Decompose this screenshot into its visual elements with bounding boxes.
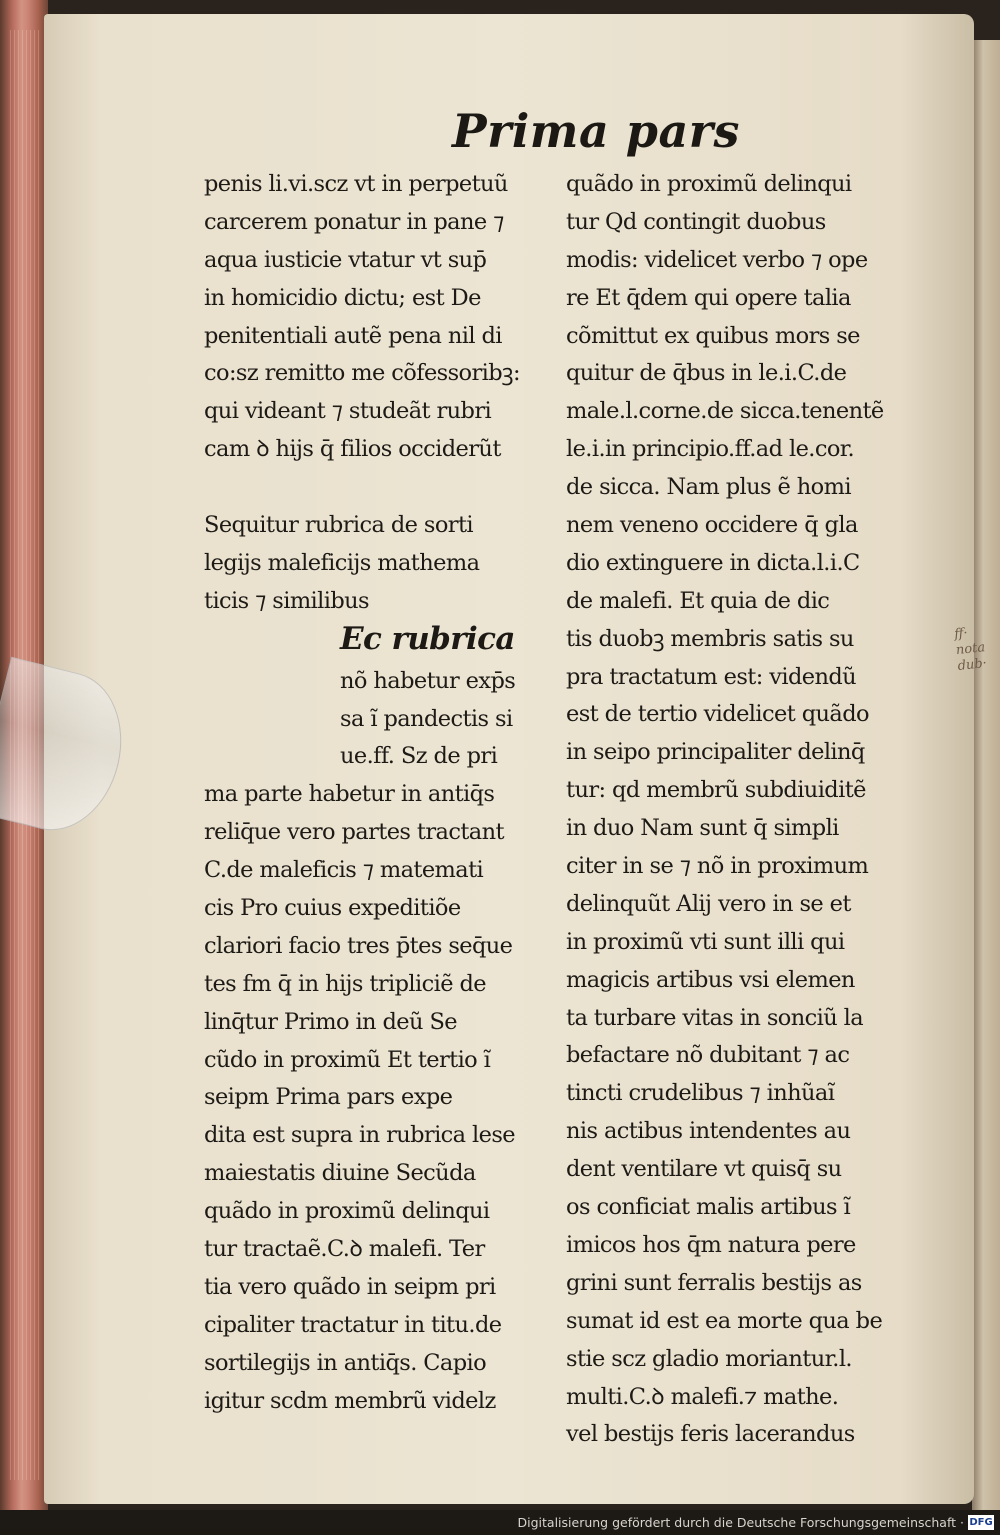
left-text-column [204, 166, 554, 1421]
right-column-line: modis: videlicet verbo ⁊ ope [566, 246, 868, 273]
left-column-line: reliq̄ue vero partes tractant [204, 819, 504, 846]
dfg-logo: DFG [969, 1517, 993, 1528]
left-column-line: tia vero quãdo in seipm pri [204, 1273, 496, 1300]
book-gutter [972, 40, 1000, 1510]
right-column-line: tis duobꝫ membris satis su [566, 625, 854, 652]
left-column-line: Sequitur rubrica de sorti [204, 512, 473, 539]
left-column-line: legijs maleficijs mathema [204, 549, 480, 576]
right-column-line: ta turbare vitas in sonciũ la [566, 1004, 864, 1031]
left-column-line: clariori facio tres p̄tes seq̄ue [204, 932, 513, 959]
left-column-line: sortilegijs in antiq̄s. Capio [204, 1349, 487, 1376]
left-column-line: ma parte habetur in antiq̄s [204, 781, 495, 808]
left-column-line: seipm Prima pars expe [204, 1084, 453, 1111]
left-column-line: penitentiali autẽ pena nil di [204, 322, 502, 349]
right-column-line: nis actibus intendentes au [566, 1118, 851, 1145]
right-column-line: tur: qd membrũ subdiuiditẽ [566, 777, 866, 804]
left-column-line: igitur scdm membrũ videlz [204, 1387, 496, 1414]
right-column-line: pra tractatum est: videndũ [566, 663, 857, 690]
right-column-line: in duo Nam sunt q̄ simpli [566, 815, 839, 842]
left-column-line: cam ꝺ hijs q̄ filios occiderũt [204, 436, 501, 463]
left-column-line: cis Pro cuius expeditiõe [204, 895, 461, 922]
right-column-line: quitur de q̄bus in le.i.C.de [566, 360, 847, 387]
right-column-line: citer in se ⁊ nõ in proximum [566, 853, 869, 880]
right-column-line: delinquũt Alij vero in se et [566, 890, 851, 917]
left-column-line: Ec rubrica [340, 620, 515, 657]
right-column-line: re Et q̄dem qui opere talia [566, 284, 851, 311]
left-column-line: nõ habetur exp̄s [340, 667, 516, 694]
left-column-line: tur tractaẽ.C.ꝺ malefi. Ter [204, 1236, 485, 1263]
running-head: Prima pars [452, 104, 740, 158]
right-column-line: multi.C.ꝺ malefi.⁊ mathe. [566, 1383, 839, 1410]
left-column-line: maiestatis diuine Secũda [204, 1160, 476, 1187]
footer-credit: Digitalisierung gefördert durch die Deutsche Forschungsgemeinschaft · [517, 1515, 964, 1530]
right-text-column [566, 166, 911, 1454]
left-column-line: sa ĩ pandectis si [340, 705, 513, 732]
right-column-line: os conficiat malis artibus ĩ [566, 1194, 851, 1221]
left-column-line: dita est supra in rubrica lese [204, 1122, 516, 1149]
right-column-line: dent ventilare vt quisq̄ su [566, 1156, 842, 1183]
left-column-line: linq̄tur Primo in deũ Se [204, 1008, 457, 1035]
right-column-line: grini sunt ferralis bestijs as [566, 1269, 862, 1296]
left-column-line: co:sz remitto me cõfessoribꝫ: [204, 360, 520, 387]
left-column-line: carcerem ponatur in pane ⁊ [204, 208, 504, 235]
right-column-line: male.l.corne.de sicca.tenentẽ [566, 398, 884, 425]
footer-bar [0, 1510, 1000, 1535]
marginal-note: ff· nota dub· [953, 625, 988, 674]
right-column-line: de sicca. Nam plus ẽ homi [566, 474, 851, 501]
right-column-line: dio extinguere in dicta.l.i.C [566, 549, 860, 576]
left-column-line: C.de maleficis ⁊ matemati [204, 857, 484, 884]
right-column-line: in seipo principaliter delinq̄ [566, 739, 865, 766]
left-column-line: tes fm q̄ in hijs tripliciẽ de [204, 970, 486, 997]
right-column-line: le.i.in principio.ff.ad le.cor. [566, 436, 855, 463]
left-column-line: aqua iusticie vtatur vt sup̄ [204, 246, 487, 273]
left-column-line: penis li.vi.scz vt in perpetuũ [204, 171, 508, 197]
right-column-line: nem veneno occidere q̄ gla [566, 512, 858, 539]
right-column-line: magicis artibus vsi elemen [566, 966, 855, 993]
right-column-line: vel bestijs feris lacerandus [566, 1421, 855, 1448]
right-column-line: tur Qd contingit duobus [566, 208, 826, 235]
left-column-line: quãdo in proximũ delinqui [204, 1198, 490, 1225]
right-column-line: de malefi. Et quia de dic [566, 587, 830, 614]
left-column-line: cipaliter tractatur in titu.de [204, 1311, 502, 1338]
right-column-line: cõmittut ex quibus mors se [566, 322, 860, 349]
right-column-line: befactare nõ dubitant ⁊ ac [566, 1042, 850, 1069]
left-column-line: cũdo in proximũ Et tertio ĩ [204, 1046, 491, 1073]
right-column-line: est de tertio videlicet quãdo [566, 701, 869, 728]
right-column-line: stie scz gladio moriantur.l. [566, 1345, 852, 1372]
left-column-line: qui videant ⁊ studeãt rubri [204, 398, 492, 425]
left-column-line: in homicidio dictu; est De [204, 284, 481, 311]
right-column-line: imicos hos q̄m natura pere [566, 1231, 856, 1258]
right-column-line: sumat id est ea morte qua be [566, 1307, 883, 1334]
right-column-line: in proximũ vti sunt illi qui [566, 928, 845, 955]
right-column-line: tincti crudelibus ⁊ inhũaĩ [566, 1080, 835, 1107]
left-column-line: ue.ff. Sz de pri [340, 743, 498, 770]
left-column-line: ticis ⁊ similibus [204, 587, 369, 614]
right-column-line: quãdo in proximũ delinqui [566, 171, 852, 197]
left-column-line [204, 469, 554, 507]
